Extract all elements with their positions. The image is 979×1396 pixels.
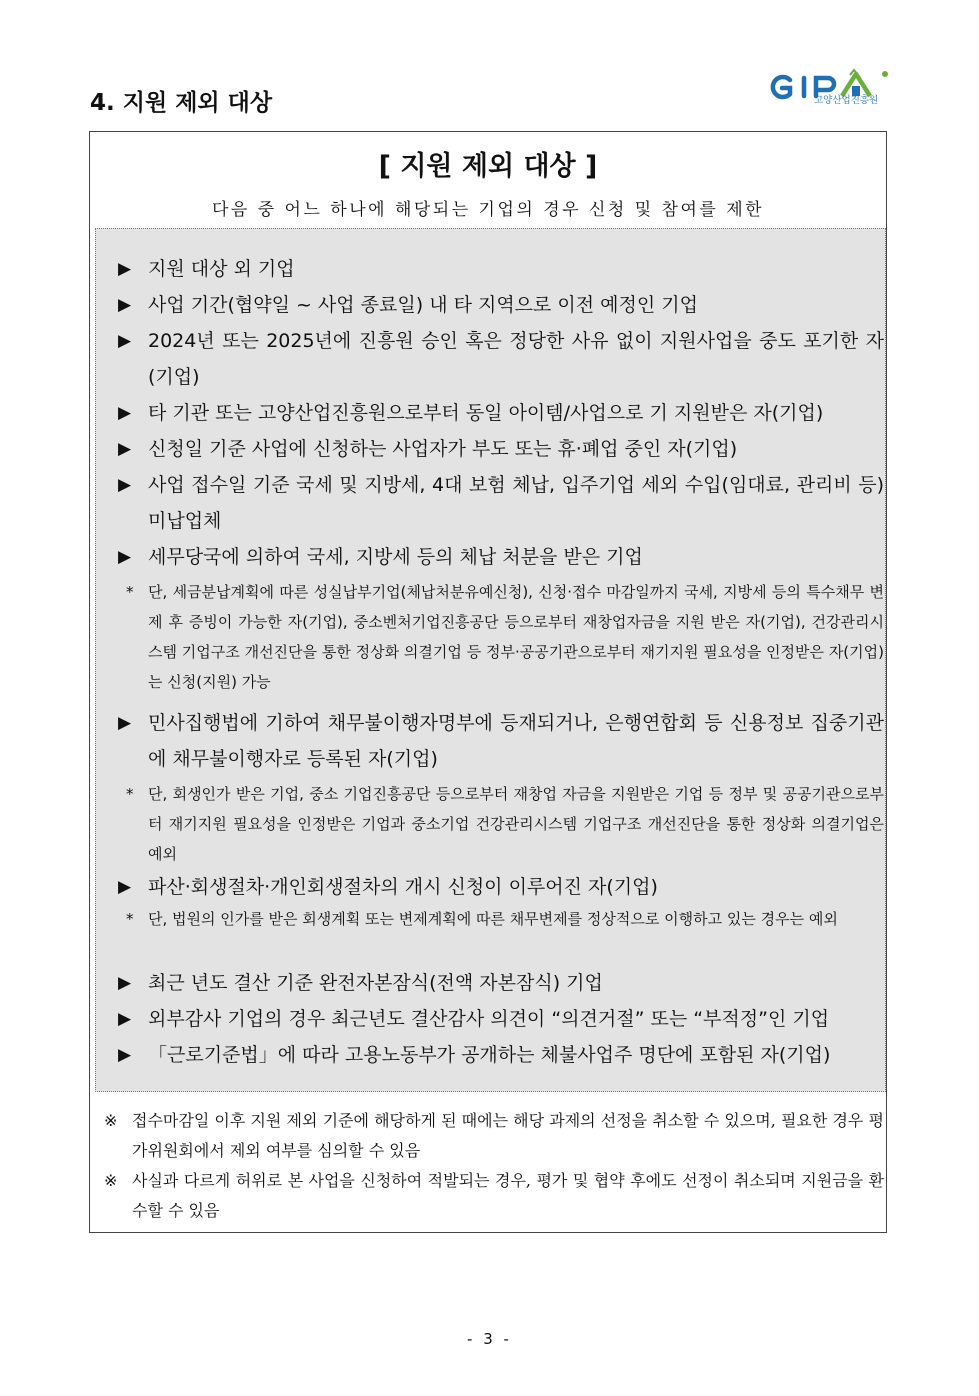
list-item: ▶ 타 기관 또는 고양산업진흥원으로부터 동일 아이템/사업으로 기 지원받은 자(기업) <box>118 395 884 431</box>
list-item: ▶ 외부감사 기업의 경우 최근년도 결산감사 의견이 “의견거절” 또는 “부적정”인 기업 <box>118 1001 884 1037</box>
bullet-arrow-icon: ▶ <box>118 295 132 315</box>
section-title: 4. 지원 제외 대상 <box>90 90 273 116</box>
bullet-arrow-icon: ▶ <box>118 1009 132 1029</box>
list-note: * 단, 세금분납계획에 따른 성실납부기업(체납처분유예신청), 신청·접수 마감일까지 국세, 지방세 등의 특수채무 변제 후 증빙이 가능한 자(기업), 중소벤처기업진흥공단 등으로부터 재창업자금을 지원 받은 자(기업), 건강관리시스템 기업구조 개선진단을 통한 정상화 의결기업 등 정부‧공공기관으로부터 재기지원 필요성을 인정받은 자(기업)는 신청(지원) 가능 <box>126 577 884 697</box>
bullet-arrow-icon: ▶ <box>118 877 132 897</box>
box-subtitle: 다음 중 어느 하나에 해당되는 기업의 경우 신청 및 참여를 제한 <box>211 200 765 220</box>
bullet-arrow-icon: ▶ <box>118 973 132 993</box>
footnote: ※ 사실과 다르게 허위로 본 사업을 신청하여 적발되는 경우, 평가 및 협약 후에도 선정이 취소되며 지원금을 환수할 수 있음 <box>104 1166 884 1226</box>
bullet-arrow-icon: ▶ <box>118 439 132 459</box>
bullet-arrow-icon: ▶ <box>118 547 132 567</box>
list-item: ▶ 사업 기간(협약일 ~ 사업 종료일) 내 타 지역으로 이전 예정인 기업 <box>118 287 884 323</box>
bullet-arrow-icon: ▶ <box>118 403 132 423</box>
reference-mark-icon: ※ <box>104 1111 118 1130</box>
list-note: * 단, 회생인가 받은 기업, 중소 기업진흥공단 등으로부터 재창업 자금을 지원받은 기업 등 정부 및 공공기관으로부터 재기지원 필요성을 인정받은 기업과 중소기업 건강관리시스템 기업구조 개선진단을 통한 정상화 의결기업은 예외 <box>126 779 884 869</box>
reference-mark-icon: ※ <box>104 1171 118 1190</box>
logo-text: 고양산업진흥원 <box>814 95 879 106</box>
list-item: ▶ 세무당국에 의하여 국세, 지방세 등의 체납 처분을 받은 기업 <box>118 539 884 575</box>
footnote: ※ 접수마감일 이후 지원 제외 기준에 해당하게 된 때에는 해당 과제의 선정을 취소할 수 있으며, 필요한 경우 평가위원회에서 제외 여부를 심의할 수 있음 <box>104 1106 884 1166</box>
note-asterisk: * <box>126 910 134 928</box>
list-item: ▶ 파산·회생절차·개인회생절차의 개시 신청이 이루어진 자(기업) <box>118 869 884 905</box>
list-item: ▶ 2024년 또는 2025년에 진흥원 승인 혹은 정당한 사유 없이 지원사업을 중도 포기한 자(기업) <box>118 323 884 395</box>
exclusion-list-panel <box>95 228 886 1092</box>
bullet-arrow-icon: ▶ <box>118 259 132 279</box>
list-item: ▶ 최근 년도 결산 기준 완전자본잠식(전액 자본잠식) 기업 <box>118 965 884 1001</box>
bullet-arrow-icon: ▶ <box>118 331 132 351</box>
list-note: * 단, 법원의 인가를 받은 회생계획 또는 변제계획에 따른 채무변제를 정상적으로 이행하고 있는 경우는 예외 <box>126 904 884 934</box>
bullet-arrow-icon: ▶ <box>118 475 132 495</box>
note-asterisk: * <box>126 785 134 803</box>
note-asterisk: * <box>126 583 134 601</box>
bullet-arrow-icon: ▶ <box>118 1045 132 1065</box>
list-item: ▶ 「근로기준법」에 따라 고용노동부가 공개하는 체불사업주 명단에 포함된 자(기업) <box>118 1037 884 1073</box>
exclusion-box <box>89 131 887 1233</box>
list-item: ▶ 신청일 기준 사업에 신청하는 사업자가 부도 또는 휴·폐업 중인 자(기업) <box>118 431 884 467</box>
list-item: ▶ 지원 대상 외 기업 <box>118 251 884 287</box>
list-item: ▶ 민사집행법에 기하여 채무불이행자명부에 등재되거나, 은행연합회 등 신용정보 집중기관에 채무불이행자로 등록된 자(기업) <box>118 705 884 777</box>
box-title: [ 지원 제외 대상 ] <box>378 151 598 182</box>
list-item: ▶ 사업 접수일 기준 국세 및 지방세, 4대 보험 체납, 입주기업 세외 수입(임대료, 관리비 등) 미납업체 <box>118 467 884 539</box>
page-number: - 3 - <box>467 1330 512 1348</box>
bullet-arrow-icon: ▶ <box>118 713 132 733</box>
